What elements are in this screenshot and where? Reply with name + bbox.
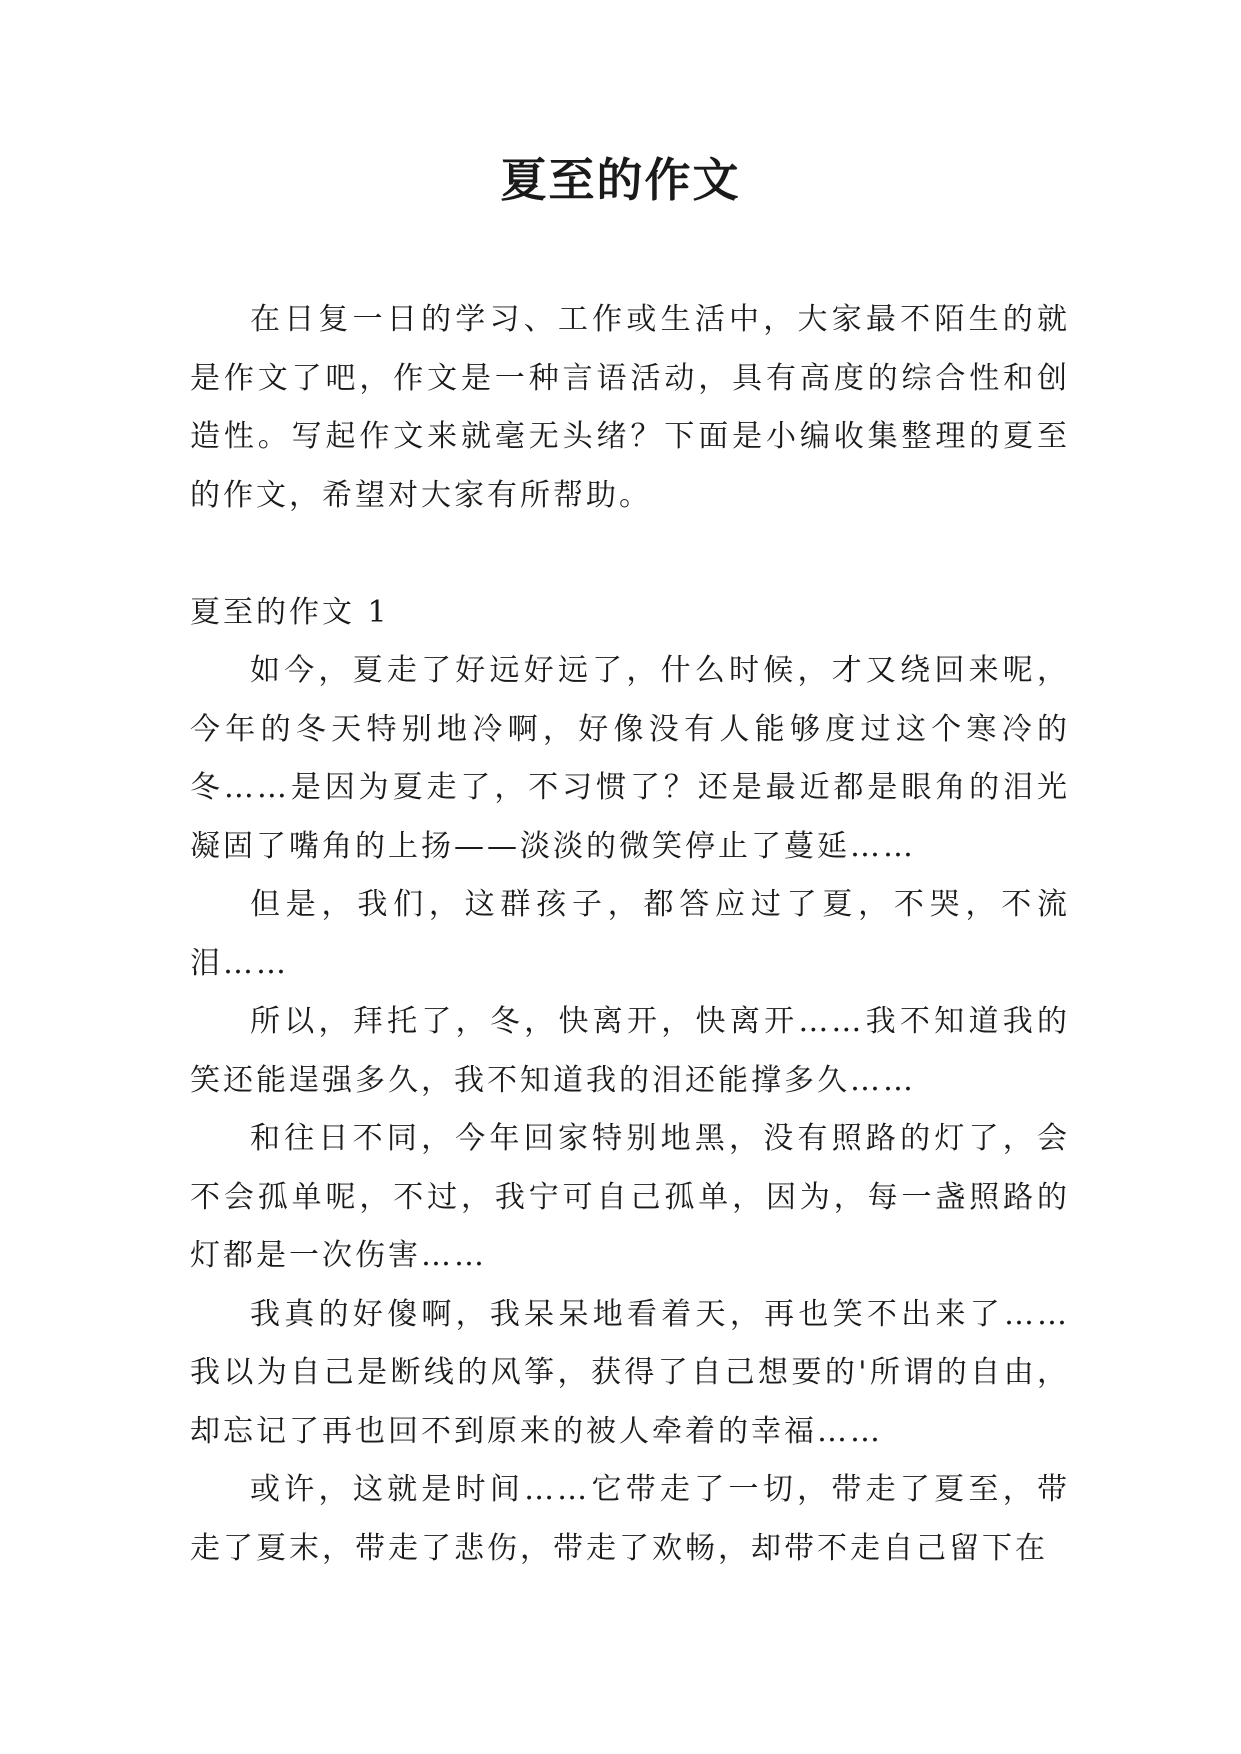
paragraph: 所以，拜托了，冬，快离开，快离开……我不知道我的笑还能逞强多久，我不知道我的泪还能撑多久……: [190, 1004, 1070, 1098]
document-title: 夏至的作文: [500, 153, 741, 207]
intro-paragraph: 在日复一日的学习、工作或生活中，大家最不陌生的就是作文了吧，作文是一种言语活动，具有高度的综合性和创造性。写起作文来就毫无头绪？下面是小编收集整理的夏至的作文，希望对大家有所帮助。: [190, 302, 1070, 513]
paragraph: 或许，这就是时间……它带走了一切，带走了夏至，带走了夏末，带走了悲伤，带走了欢畅，却带不走自己留下在: [190, 1472, 1070, 1566]
paragraph: 我真的好傻啊，我呆呆地看着天，再也笑不出来了……我以为自己是断线的风筝，获得了自己想要的'所谓的自由，却忘记了再也回不到原来的被人牵着的幸福……: [190, 1296, 1070, 1449]
document-body: [190, 291, 1070, 1578]
section-heading: 夏至的作文 1: [190, 594, 390, 630]
paragraph: 如今，夏走了好远好远了，什么时候，才又绕回来呢，今年的冬天特别地冷啊，好像没有人能够度过这个寒冷的冬……是因为夏走了，不习惯了？还是最近都是眼角的泪光凝固了嘴角的上扬——淡淡的微笑停止了蔓延……: [190, 653, 1070, 864]
paragraph: 和往日不同，今年回家特别地黑，没有照路的灯了，会不会孤单呢，不过，我宁可自己孤单，因为，每一盏照路的灯都是一次伤害……: [190, 1121, 1070, 1273]
paragraph: 但是，我们，这群孩子，都答应过了夏，不哭，不流泪……: [190, 887, 1070, 981]
